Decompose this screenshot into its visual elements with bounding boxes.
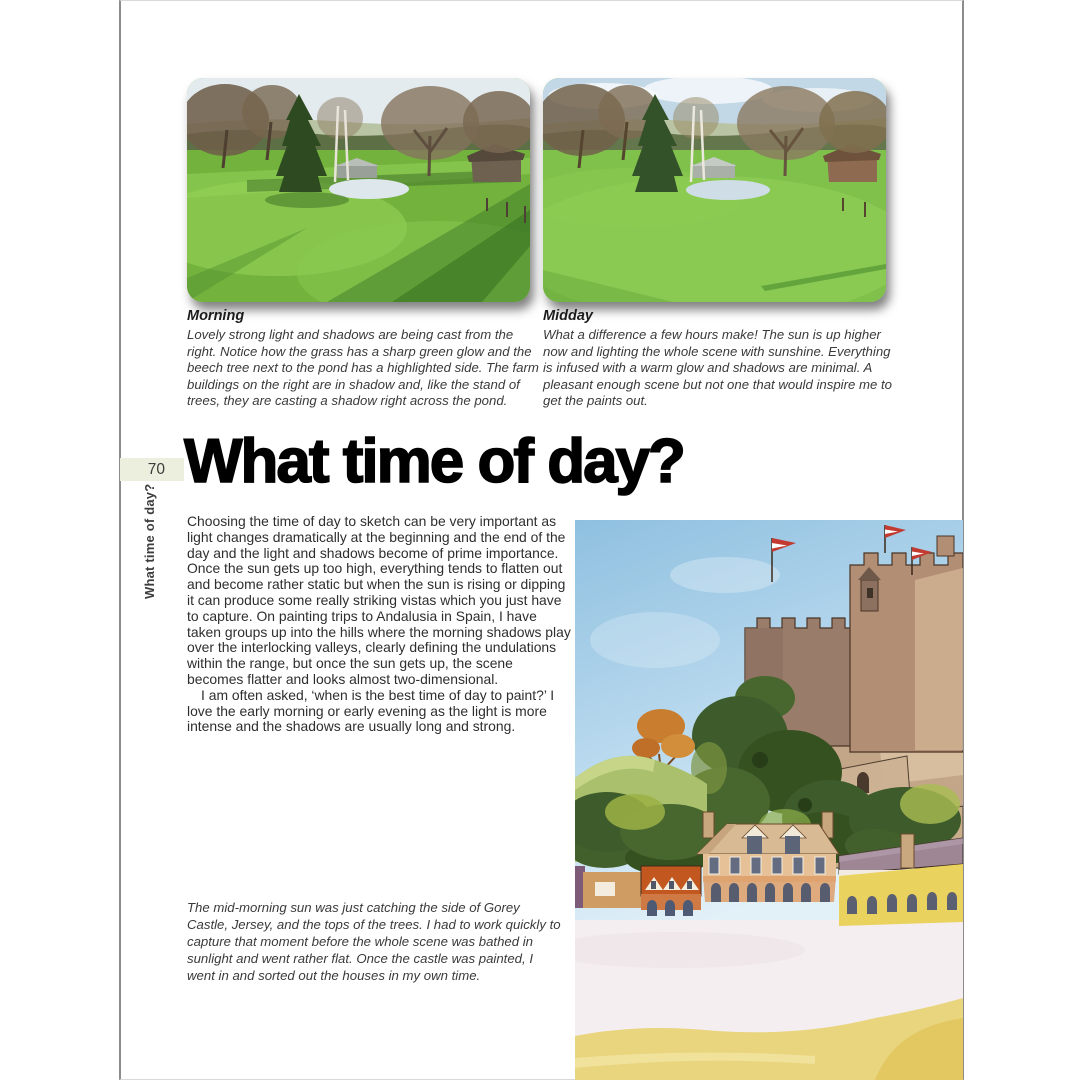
morning-photo xyxy=(187,78,530,302)
body-paragraph-2: I am often asked, ‘when is the best time of day to paint?’ I love the early morning or early evening as the light is more intense and the shadows are usually long and strong. xyxy=(187,686,555,735)
painting-caption: The mid-morning sun was just catching the side of Gorey Castle, Jersey, and the tops of the trees. I had to work quickly to capture that moment before the whole scene was bathed in sunlight and went rather flat. Once the castle was painted, I went in and sorted out the houses in my own time. xyxy=(187,900,561,983)
page-title: What time of day? xyxy=(184,427,684,496)
gorey-castle-painting xyxy=(575,520,963,1080)
body-paragraph-1: Choosing the time of day to sketch can be very important as light changes dramatically at the beginning and the end of the day and the light and shadows become of prime importance. Once the sun gets up too high, everything tends to flatten out and become rather static but when the sun is rising or dipping it can produce some really striking vistas which you just have to capture. On painting trips to Andalusia in Spain, I have taken groups up into the hills where the morning shadows play over the interlocking valleys, clearly defining the undulations within the range, but once the sun gets up, the scene becomes flatter and looks almost two-dimensional. xyxy=(187,513,571,687)
midday-photo xyxy=(543,78,886,302)
morning-caption xyxy=(187,308,539,409)
midday-caption xyxy=(543,308,895,409)
gorey-castle-illustration xyxy=(575,520,963,1080)
body-text xyxy=(187,514,573,735)
morning-photo-illustration xyxy=(187,78,530,302)
side-tab-label: What time of day? xyxy=(142,483,157,599)
morning-caption-text: Lovely strong light and shadows are being cast from the right. Notice how the grass has a sharp green glow and the beech tree next to the pond has a highlighted side. The farm buildings on the right are in shadow and, like the stand of trees, they are casting a shadow right across the pond. xyxy=(187,327,539,409)
midday-caption-text: What a difference a few hours make! The sun is up higher now and lighting the whole scene with sunshine. Everything is infused with a warm glow and shadows are minimal. A pleasant enough scene but not one that would inspire me to get the paints out. xyxy=(543,327,892,409)
midday-photo-illustration xyxy=(543,78,886,302)
morning-caption-label: Morning xyxy=(187,308,245,324)
midday-caption-label: Midday xyxy=(543,308,593,324)
page-number-tab: 70 xyxy=(120,458,184,481)
